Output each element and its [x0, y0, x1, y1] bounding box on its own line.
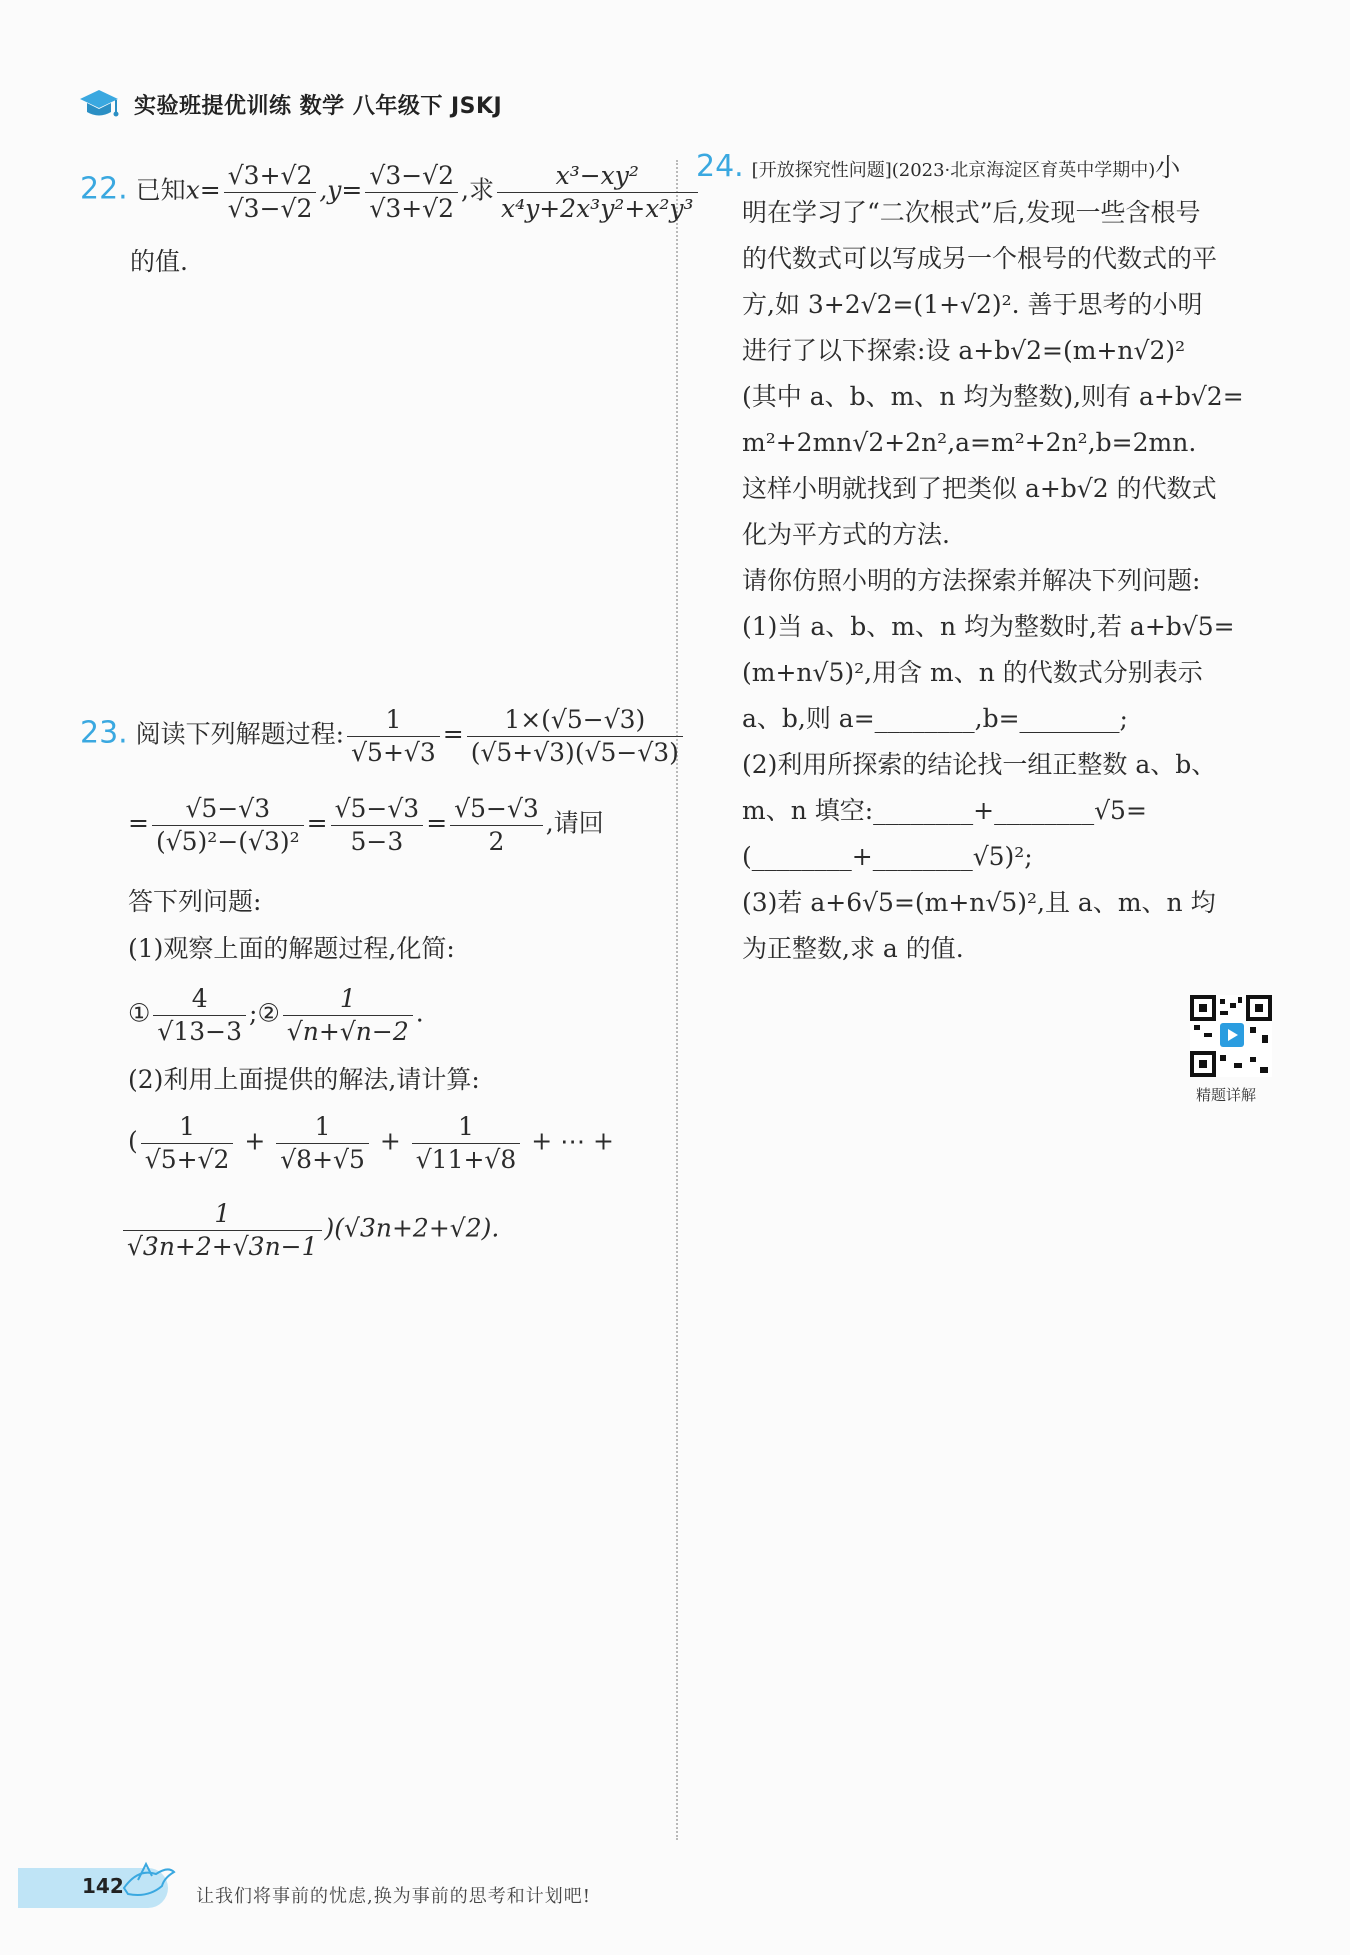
q23-f5 — [450, 795, 543, 855]
q23-plus-2: + — [379, 1126, 401, 1156]
q23-f4-den: 5−3 — [350, 826, 404, 856]
q23-f5-den: 2 — [488, 826, 505, 856]
q23-dots: + ⋯ + — [531, 1126, 615, 1156]
q22-expr-den: x⁴y+2x³y²+x²y³ — [500, 193, 694, 223]
q24-line: (1)当 a、b、m、n 均为整数时,若 a+b√5= — [742, 612, 1235, 641]
q24-line: 请你仿照小明的方法探索并解决下列问题: — [742, 566, 1201, 595]
q24-line: m、n 填空:________+________√5= — [742, 796, 1147, 825]
q23-f3-num: √5−√3 — [152, 795, 304, 826]
qr-label: 精题详解 — [1196, 1086, 1257, 1104]
bird-doodle-icon — [118, 1858, 178, 1904]
graduation-cap-icon — [78, 86, 120, 122]
q23-eq-1: = — [442, 719, 464, 749]
q24-line: (3)若 a+6√5=(m+n√5)²,且 a、m、n 均 — [742, 888, 1216, 917]
q22-x-eq: x= — [185, 175, 221, 205]
q23-sum-line2 — [120, 1200, 499, 1260]
q22-y-fraction — [365, 162, 458, 222]
q22-x-fraction — [224, 162, 317, 222]
q23-f5-num: √5−√3 — [450, 795, 543, 826]
q23-s-f3-num: 1 — [412, 1113, 521, 1144]
q23-s-f2-num: 1 — [276, 1113, 369, 1144]
q22-expr-num: x³−xy² — [497, 162, 698, 193]
q22-ask: ,求 — [461, 175, 494, 205]
q23-f4 — [331, 795, 424, 855]
q24-number: 24. — [696, 149, 744, 184]
q23-s-f3 — [412, 1113, 521, 1173]
q23-f3 — [152, 795, 304, 855]
q22-y-num: √3−√2 — [365, 162, 458, 193]
q24-line: (m+n√5)²,用含 m、n 的代数式分别表示 — [742, 658, 1203, 687]
q22-line1 — [80, 162, 701, 222]
q23-s-f4 — [123, 1200, 322, 1260]
q23-s-f2 — [276, 1113, 369, 1173]
page-number: 142 — [82, 1874, 124, 1898]
q23-number: 23. — [80, 715, 128, 751]
q23-s-f1-den: √5+√2 — [144, 1144, 230, 1174]
q24-line: (其中 a、b、m、n 均为整数),则有 a+b√2= — [742, 382, 1244, 411]
q23-f1 — [347, 706, 440, 766]
q23-p1-f2-den: √n+√n−2 — [286, 1016, 409, 1046]
q24-line-0: 小 — [1155, 153, 1181, 182]
q23-f2-den: (√5+√3)(√5−√3) — [470, 737, 679, 767]
q23-sum-open: ( — [128, 1126, 138, 1156]
q22-y-den: √3+√2 — [369, 193, 455, 223]
q23-answer-line: 答下列问题: — [128, 887, 262, 916]
q24-body — [742, 190, 1244, 972]
q23-f1-den: √5+√3 — [351, 737, 436, 767]
q23-circle-2: ;② — [249, 998, 280, 1028]
q23-part1: (1)观察上面的解题过程,化简: — [128, 934, 455, 963]
q24-line: a、b,则 a=________,b=________; — [742, 704, 1128, 733]
q23-eq-2: = — [128, 808, 149, 838]
q23-f3-den: (√5)²−(√3)² — [155, 826, 300, 856]
q24-line: 进行了以下探索:设 a+b√2=(m+n√2)² — [742, 336, 1186, 365]
q22-line2: 的值. — [130, 247, 188, 276]
q23-line2 — [128, 795, 604, 855]
q22-x-num: √3+√2 — [224, 162, 317, 193]
q22-prompt: 已知 — [135, 175, 186, 205]
q23-s-f2-den: √8+√5 — [280, 1144, 365, 1174]
q23-f2-num: 1×(√5−√3) — [467, 706, 683, 737]
q23-s-f4-den: √3n+2+√3n−1 — [127, 1231, 318, 1261]
q23-s-f3-den: √11+√8 — [415, 1144, 517, 1174]
q23-sum-close: )(√3n+2+√2). — [324, 1213, 500, 1243]
q22-x-den: √3−√2 — [227, 193, 313, 223]
q23-p1-f2-num: 1 — [283, 985, 413, 1016]
q24-line: 为正整数,求 a 的值. — [742, 934, 964, 963]
q23-p1-f2 — [283, 985, 413, 1045]
q23-p1-f1-num: 4 — [153, 985, 246, 1016]
footer-motto: 让我们将事前的忧虑,换为事前的思考和计划吧! — [196, 1886, 591, 1907]
page-header — [78, 84, 502, 124]
q23-f4-num: √5−√3 — [331, 795, 424, 826]
q24-line: 明在学习了“二次根式”后,发现一些含根号 — [742, 198, 1201, 227]
q23-s-f4-num: 1 — [123, 1200, 322, 1231]
q23-intro: 阅读下列解题过程: — [135, 719, 345, 749]
q23-part2: (2)利用上面提供的解法,请计算: — [128, 1065, 480, 1094]
q24-line: m²+2mn√2+2n²,a=m²+2n²,b=2mn. — [742, 428, 1197, 457]
q23-sum-line1 — [128, 1113, 614, 1173]
q23-s-f1 — [141, 1113, 234, 1173]
q24-line: 的代数式可以写成另一个根号的代数式的平 — [742, 244, 1218, 273]
q22-y-eq: ,y= — [319, 175, 363, 205]
q24-line: 这样小明就找到了把类似 a+b√2 的代数式 — [742, 474, 1217, 503]
q23-f2 — [467, 706, 683, 766]
q24-tag: [开放探究性问题](2023·北京海淀区育英中学期中) — [751, 160, 1156, 181]
column-divider — [676, 160, 678, 1840]
q23-circle-1: ① — [128, 998, 151, 1028]
q24-line: (________+________√5)²; — [742, 842, 1033, 871]
q22-expr-fraction — [497, 162, 698, 222]
q24-line: 方,如 3+2√2=(1+√2)². 善于思考的小明 — [742, 290, 1203, 319]
q23-please: ,请回 — [545, 808, 604, 838]
q24-line: (2)利用所探索的结论找一组正整数 a、b、 — [742, 750, 1217, 779]
book-title: 实验班提优训练 数学 八年级下 JSKJ — [134, 93, 503, 119]
q23-p1-f1-den: √13−3 — [157, 1016, 243, 1046]
q23-p1-f1 — [153, 985, 246, 1045]
q23-s-f1-num: 1 — [141, 1113, 234, 1144]
q23-plus-1: + — [244, 1126, 266, 1156]
q23-line1 — [80, 706, 686, 766]
q22-number: 22. — [80, 171, 128, 207]
q23-eq-4: = — [426, 808, 448, 838]
q23-f1-num: 1 — [347, 706, 440, 737]
q24-header-line — [696, 150, 1180, 183]
q24-line: 化为平方式的方法. — [742, 520, 950, 549]
q23-part1-items — [128, 985, 424, 1045]
q23-eq-3: = — [306, 808, 328, 838]
q23-p1-end: . — [415, 998, 424, 1028]
qr-code-icon[interactable] — [1190, 995, 1272, 1077]
